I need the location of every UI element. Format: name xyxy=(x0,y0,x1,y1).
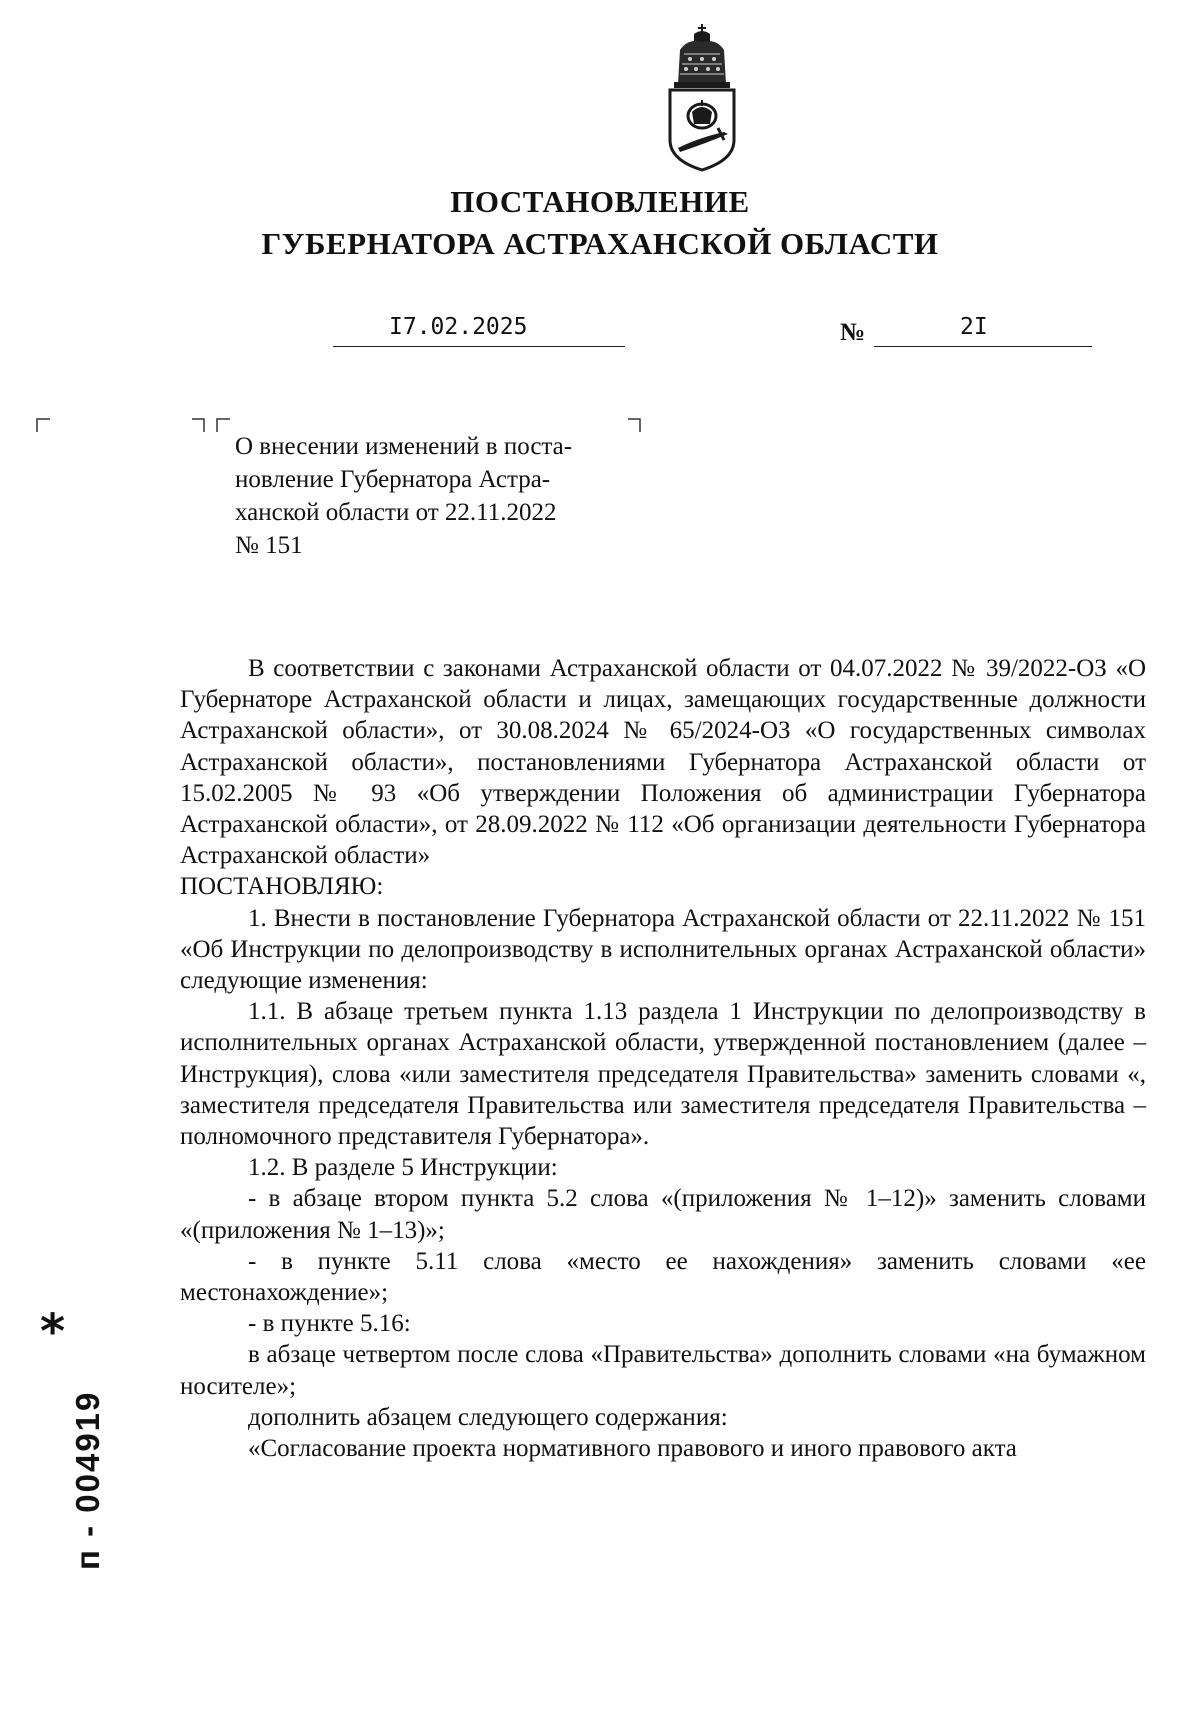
corner-mark-subject-left-a xyxy=(192,418,206,432)
document-subject xyxy=(235,430,623,562)
number-field xyxy=(874,312,1092,347)
corner-mark-subject-left-b xyxy=(216,418,230,432)
body-paragraph: 1.1. В абзаце третьем пункта 1.13 раздела 1 Инструкции по делопроизводству в исполнительных органах Астраханской области, утвержденной постановлением (далее – Инструкция), слова «или заместителя председателя Правительства» заменить словами «, заместителя председателя Правительства или заместителя председателя Правительства – полномочного представителя Губернатора». xyxy=(180,998,1146,1151)
document-body xyxy=(180,653,1146,1464)
document-number: 2I xyxy=(960,314,988,340)
body-paragraph: дополнить абзацем следующего содержания: xyxy=(248,1403,728,1431)
corner-mark-subject-right xyxy=(628,418,642,432)
date-field xyxy=(333,312,625,347)
number-sign: № xyxy=(840,319,866,346)
body-paragraph: 1.2. В разделе 5 Инструкции: xyxy=(248,1154,558,1182)
document-title: ПОСТАНОВЛЕНИЕ xyxy=(450,184,750,219)
body-paragraph: «Согласование проекта нормативного правового и иного правового акта xyxy=(248,1435,1017,1463)
body-paragraph: - в абзаце втором пункта 5.2 слова «(приложения № 1–12)» заменить словами «(приложения № 1–13)»; xyxy=(180,1185,1146,1244)
body-paragraph: 1. Внести в постановление Губернатора Астраханской области от 22.11.2022 № 151 «Об Инструкции по делопроизводству в исполнительных органах Астраханской области» следующие изменения: xyxy=(180,904,1146,995)
body-paragraph: В соответствии с законами Астраханской области от 04.07.2022 № 39/2022-ОЗ «О Губернаторе Астраханской области и лицах, замещающих государственные должности Астраханской области», от 30.08.2024 № 65/2024-ОЗ «О государственных символах Астраханской области», постановлениями Губернатора Астраханской области от 15.02.2005 № 93 «Об утверждении Положения об администрации Губернатора Астраханской области», от 28.09.2022 № 112 «Об организации деятельности Губернатора Астраханской области» xyxy=(180,655,1146,870)
subject-line: новление Губернатора Астра- xyxy=(235,466,551,493)
registration-code: п - 004919 xyxy=(69,1390,106,1570)
corner-mark-left xyxy=(36,418,50,432)
body-paragraph: в абзаце четвертом после слова «Правительства» дополнить словами «на бумажном носителе»; xyxy=(180,1341,1146,1400)
subject-line: О внесении изменений в поста- xyxy=(235,433,573,460)
document-issuer: ГУБЕРНАТОРА АСТРАХАНСКОЙ ОБЛАСТИ xyxy=(261,226,939,261)
document-date: I7.02.2025 xyxy=(389,314,528,340)
body-paragraph-decree: ПОСТАНОВЛЯЮ: xyxy=(180,873,384,901)
margin-star-mark: * xyxy=(40,1304,66,1360)
body-paragraph: - в пункте 5.16: xyxy=(248,1310,411,1338)
subject-line: ханской области от 22.11.2022 xyxy=(235,499,557,526)
subject-line: № 151 xyxy=(235,532,303,559)
body-paragraph: - в пункте 5.11 слова «место ее нахождения» заменить словами «ее местонахождение»; xyxy=(180,1247,1146,1307)
coat-of-arms-icon xyxy=(664,20,740,172)
